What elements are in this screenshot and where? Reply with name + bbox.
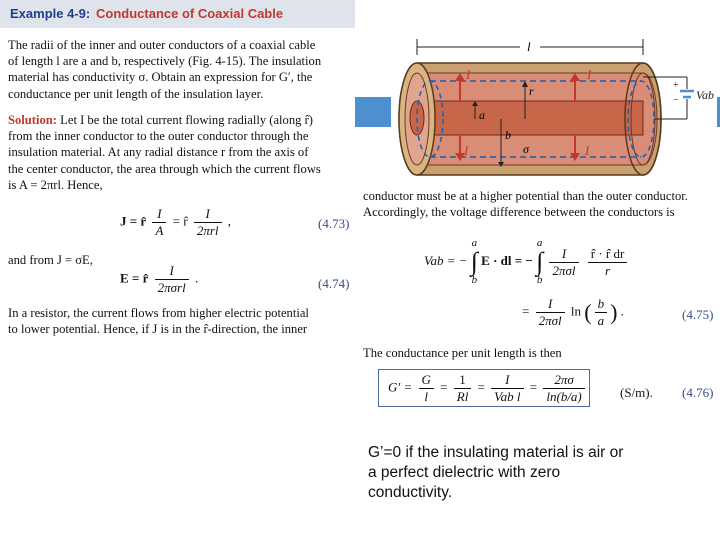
problem-line: conductance per unit length of the insulation layer. bbox=[8, 86, 264, 101]
conductance-unit: (S/m). bbox=[620, 385, 653, 400]
svg-text:−: − bbox=[673, 95, 679, 106]
equation-4-75: Vab = − a ∫ b E · dl = − a ∫ b $\frac{I}{\text{2πσl}}$ $\frac{r̂ \cdot r̂ dr}{r}$ bbox=[424, 238, 630, 286]
equation-4-76: G′ = $\frac{G}{l}$ = $\frac{1}{Rl}$ = $\frac{I}{\text{Vab l}}$ = $\frac{2\pi\sigma}{\ln(b/a)}$ bbox=[388, 372, 588, 405]
continued-text: conductor must be at a higher potential than the outer conductor. Accordingly, the voltage difference between the conductors is bbox=[363, 189, 688, 220]
wire-terminal bbox=[355, 97, 391, 127]
inner-radius-label: a bbox=[479, 108, 485, 122]
length-label: l bbox=[527, 39, 531, 54]
example-title: Conductance of Coaxial Cable bbox=[96, 6, 284, 21]
solution-line: is A = 2πrl. Hence, bbox=[8, 177, 103, 192]
solution-line: Let I be the total current flowing radially (along r̂) bbox=[60, 113, 313, 127]
equation-4-75-result: = $\frac{I}{\text{2πσl}}$ ln ( $\frac{b}{a}$ ) . bbox=[522, 296, 624, 328]
svg-text:+: + bbox=[673, 80, 679, 91]
conductance-text: The conductance per unit length is then bbox=[363, 346, 562, 360]
svg-text:I: I bbox=[466, 67, 471, 82]
problem-line: The radii of the inner and outer conductors of a coaxial cable bbox=[8, 38, 316, 52]
voltage-label: Vab bbox=[696, 88, 714, 102]
svg-text:I: I bbox=[587, 67, 592, 82]
problem-line: of length l are a and b, respectively (Fig. 4-15). The insulation bbox=[8, 54, 322, 69]
resistor-text: In a resistor, the current flows from higher electric potential to lower potential. Hence, if J is in the r̂-direction, the inner bbox=[8, 306, 309, 337]
solution-text bbox=[8, 112, 358, 193]
example-header bbox=[0, 0, 355, 28]
svg-text:I: I bbox=[464, 143, 469, 158]
solution-label: Solution: bbox=[8, 113, 57, 127]
inner-conductor bbox=[417, 101, 643, 135]
solution-line: insulation material. At any radial distance r from the axis of bbox=[8, 145, 309, 160]
eq-number-4-73: (4.73) bbox=[318, 216, 350, 231]
outer-radius-label: b bbox=[505, 128, 511, 142]
problem-statement bbox=[8, 37, 358, 102]
radius-label: r bbox=[529, 84, 534, 98]
coaxial-cable-figure bbox=[355, 35, 720, 185]
eq-number-4-74: (4.74) bbox=[318, 276, 350, 291]
svg-text:I: I bbox=[585, 143, 590, 158]
ohm-text: and from J = σE, bbox=[8, 253, 93, 267]
conductivity-note: G’=0 if the insulating material is air or a perfect dielectric with zero conductivity. bbox=[368, 444, 624, 501]
problem-line: material has conductivity σ. Obtain an expression for G′, the bbox=[8, 70, 313, 85]
sigma-label: σ bbox=[523, 142, 529, 156]
solution-line: the center conductor, the area through which the current flows bbox=[8, 161, 321, 176]
equation-4-73: J = r̂ $\frac{I}{A}$ = r̂ $\frac{I}{\text{2πrl}}$ , bbox=[120, 206, 231, 238]
eq-number-4-75: (4.75) bbox=[682, 307, 714, 322]
eq-number-4-76: (4.76) bbox=[682, 385, 714, 400]
equation-4-74: E = r̂ $\frac{I}{\text{2πσrl}}$ . bbox=[120, 263, 199, 295]
solution-line: from the inner conductor to the outer conductor through the bbox=[8, 129, 309, 144]
example-label: Example 4-9: bbox=[10, 6, 91, 21]
